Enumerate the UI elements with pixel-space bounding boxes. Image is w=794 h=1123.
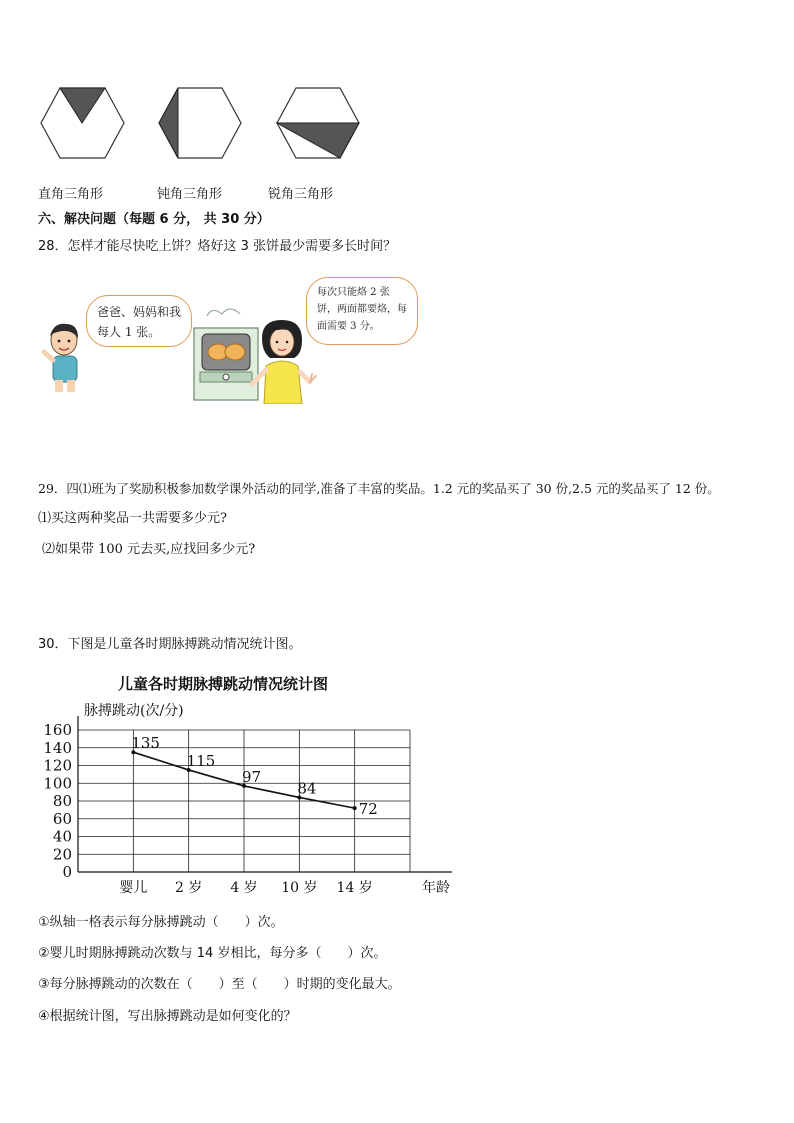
shape-label-right: 直角三角形 [38, 187, 104, 202]
x-tick-label: 10 岁 [281, 880, 318, 896]
y-tick-label: 20 [52, 845, 72, 864]
y-tick-label: 160 [43, 721, 72, 739]
question-29: 29．四⑴班为了奖励积极参加数学课外活动的同学,准备了丰富的奖品。1.2 元的奖品买了 30 份,2.5 元的奖品买了 12 份。 [38, 481, 720, 496]
y-tick-label: 80 [52, 792, 72, 810]
y-tick-label: 140 [43, 738, 72, 757]
y-tick-label: 0 [62, 863, 72, 881]
data-label: 84 [297, 779, 317, 798]
chart-y-ticks [43, 721, 72, 881]
y-tick-label: 40 [52, 827, 72, 846]
question-30: 30．下图是儿童各时期脉搏跳动情况统计图。 [38, 637, 302, 652]
section-heading: 六、解决问题（每题 6 分， 共 30 分） [38, 212, 270, 227]
question-30-q1: ①纵轴一格表示每分脉搏跳动（ ）次。 [38, 915, 284, 930]
question-28: 28．怎样才能尽快吃上饼？烙好这 3 张饼最少需要多长时间？ [38, 239, 397, 254]
boy-illustration [40, 318, 86, 394]
chart-ylabel: 脉搏跳动(次/分) [84, 703, 184, 719]
x-tick-label: 婴儿 [119, 880, 148, 896]
y-tick-label: 120 [43, 756, 72, 775]
data-label: 72 [358, 800, 378, 819]
chart-x-ticks [119, 879, 450, 896]
x-tick-label: 2 岁 [174, 880, 203, 896]
shape-label-obtuse: 钝角三角形 [157, 187, 223, 202]
data-label: 135 [131, 734, 160, 753]
data-point [353, 806, 357, 810]
question-29-sub1: ⑴买这两种奖品一共需要多少元? [38, 511, 227, 526]
x-tick-label: 14 岁 [336, 880, 373, 896]
question-30-q2: ②婴儿时期脉搏跳动次数与 14 岁相比，每分多（ ）次。 [38, 946, 387, 961]
question-30-q4: ④根据统计图，写出脉搏跳动是如何变化的？ [38, 1009, 297, 1024]
shape-label-acute: 锐角三角形 [268, 187, 334, 202]
boy-speech-text: 爸爸、妈妈和我每人 1 张。 [97, 305, 182, 339]
question-29-sub2: ⑵如果带 100 元去买,应找回多少元? [42, 542, 256, 557]
hexagon-figures [30, 80, 370, 170]
question-30-q3: ③每分脉搏跳动的次数在（ ）至（ ）时期的变化最大。 [38, 977, 401, 992]
mom-speech-text: 每次只能烙 2 张饼，两面都要烙，每面需要 3 分。 [317, 287, 407, 332]
hexagon-obtuse-triangle [159, 88, 241, 158]
data-label: 115 [186, 751, 216, 770]
hexagon-right-triangle [41, 88, 124, 158]
hexagon-acute-triangle [277, 88, 359, 158]
chart-title: 儿童各时期脉搏跳动情况统计图 [118, 675, 329, 693]
x-axis-label: 年龄 [422, 880, 450, 896]
boy-speech-bubble [86, 295, 192, 347]
chart-series [131, 734, 377, 818]
line-chart [38, 694, 458, 900]
data-label: 97 [242, 767, 262, 786]
y-tick-label: 60 [52, 809, 72, 828]
mom-speech-bubble [306, 277, 418, 345]
y-tick-label: 100 [43, 774, 72, 793]
x-tick-label: 4 岁 [230, 880, 258, 896]
